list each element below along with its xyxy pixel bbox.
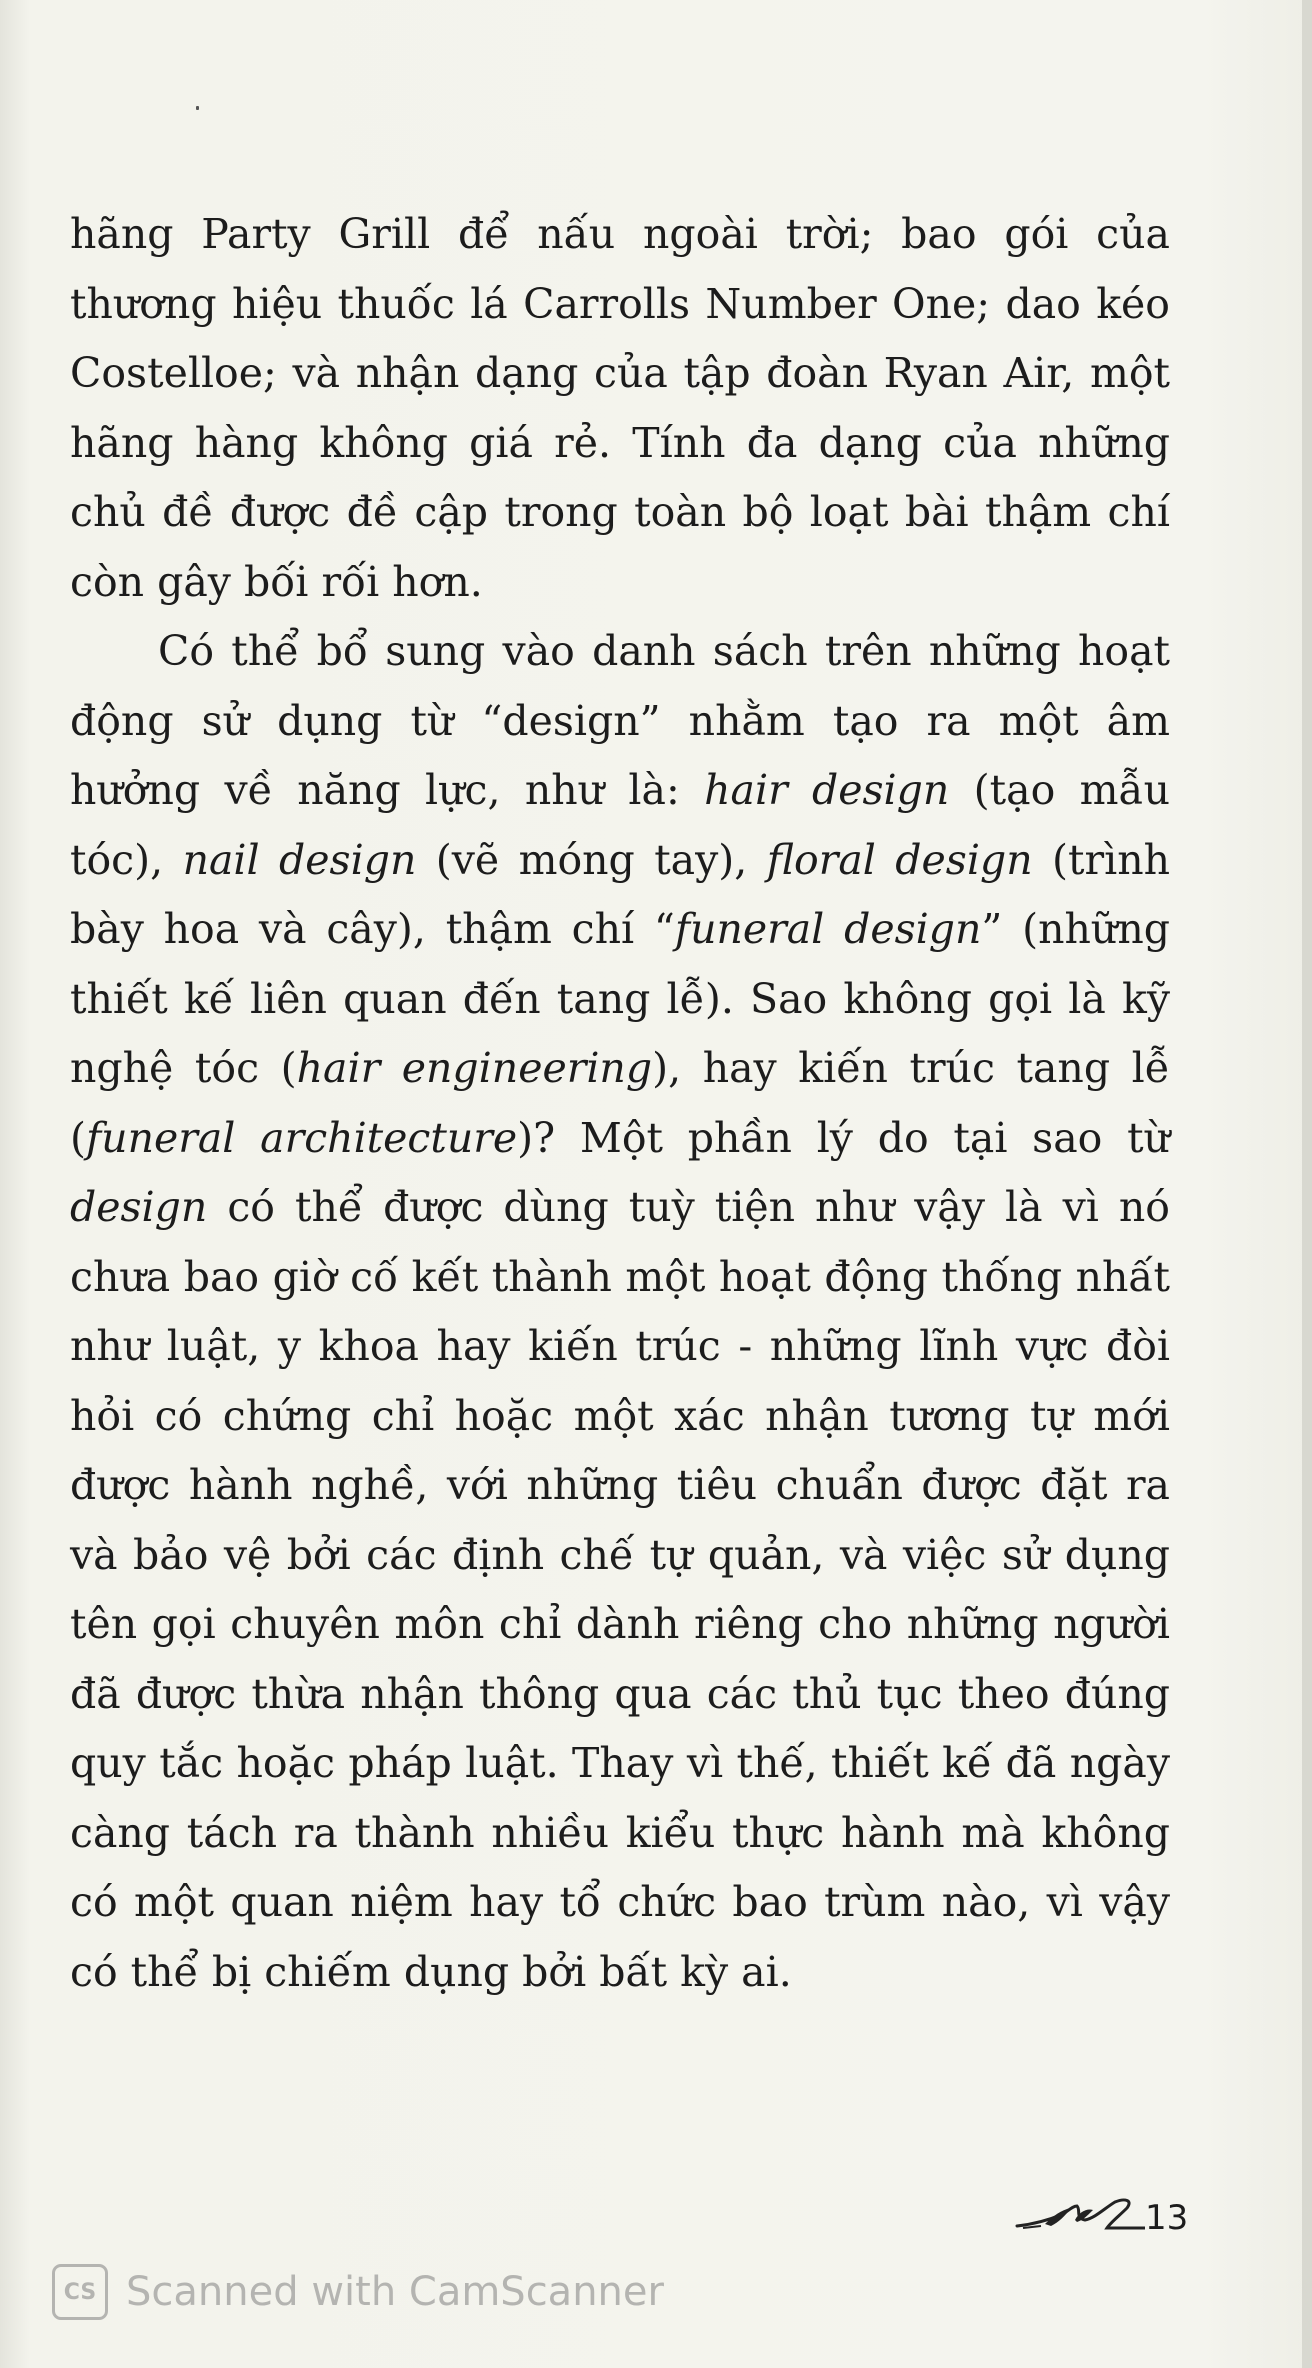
page-edge [1302,0,1312,2368]
italic-term: nail design [182,835,417,884]
italic-term: funeral architecture [86,1113,518,1162]
text-run: (vẽ móng tay), [416,835,767,884]
text-run: ” (những thiết kế liên quan đến tang lễ). Sao không gọi là kỹ nghệ tóc ( [70,905,1170,1092]
italic-term: funeral design [674,905,982,953]
italic-term: hair engineering [296,1044,653,1092]
camscanner-logo-icon: CS [52,2264,108,2320]
camscanner-watermark [52,2262,664,2322]
paragraph [70,617,1170,2007]
italic-term: design [70,1183,208,1231]
paragraph [70,200,1170,617]
quill-flourish-icon [1015,2180,1145,2240]
scan-speck [196,106,199,110]
body-text [70,200,1170,2007]
text-run: ), hay kiến trúc tang lễ ( [70,1044,1170,1162]
text-run: có thể được dùng tuỳ tiện như vậy là vì nó chưa bao giờ cố kết thành một hoạt động thống nhất như luật, y khoa hay kiến trúc - những lĩnh vực đòi hỏi có chứng chỉ hoặc một xác nhận tương tự mới được hành nghề, với những tiêu chuẩn được đặt ra và bảo vệ bởi các định chế tự quản, và việc sử dụng tên gọi chuyên môn chỉ dành riêng cho những người đã được thừa nhận thông qua các thủ tục theo đúng quy tắc hoặc pháp luật. Thay vì thế, thiết kế đã ngày càng tách ra thành nhiều kiểu thực hành mà không có một quan niệm hay tổ chức bao trùm nào, vì vậy có thể bị chiếm dụng bởi bất kỳ ai. [70,1183,1170,1996]
text-run: hãng Party Grill để nấu ngoài trời; bao gói của thương hiệu thuốc lá Carrolls Number One; dao kéo Costelloe; và nhận dạng của tập đoàn Ryan Air, một hãng hàng không giá rẻ. Tính đa dạng của những chủ đề được đề cập trong toàn bộ loạt bài thậm chí còn gây bối rối hơn. [70,210,1170,606]
text-run: (tạo mẫu tóc), [70,766,1170,884]
text-run: )? Một phần lý do tại sao từ [517,1113,1170,1162]
text-run: (trình bày hoa và cây), thậm chí “ [70,835,1171,953]
italic-term: floral design [766,835,1033,884]
watermark-text: Scanned with CamScanner [126,2269,664,2315]
text-run: Có thể bổ sung vào danh sách trên những hoạt động sử dụng từ “design” nhằm tạo ra một âm hưởng về năng lực, như là: [70,627,1170,814]
page-number: 13 [1145,2198,1189,2238]
italic-term: hair design [704,766,950,814]
